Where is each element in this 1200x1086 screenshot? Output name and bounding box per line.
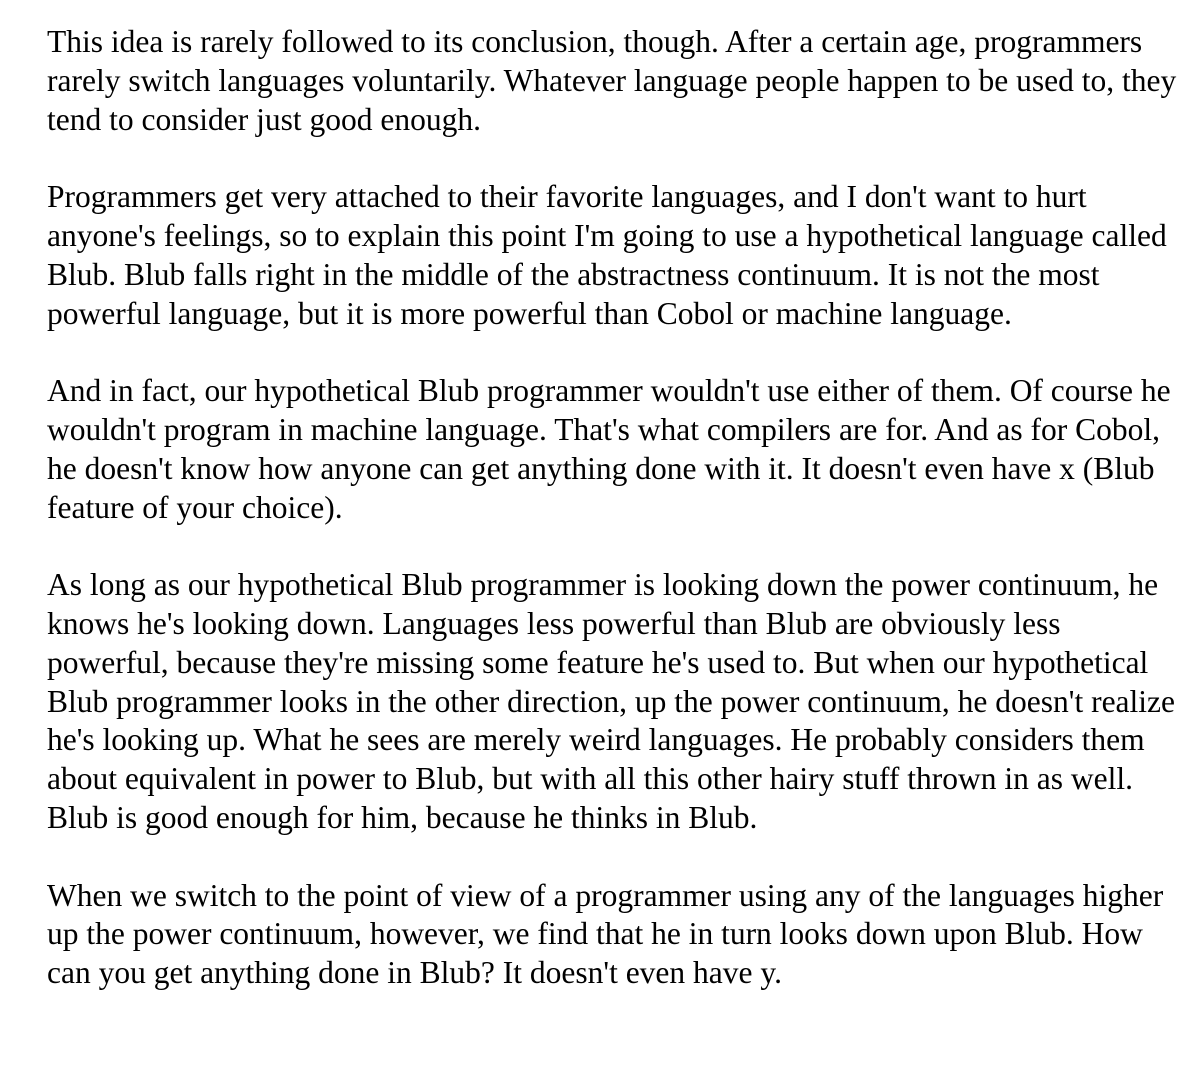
paragraph-cobol-machine-language: And in fact, our hypothetical Blub programmer wouldn't use either of them. Of course he wouldn't program in machine language. That's what compilers are for. And as for Cobol, he doesn't know how anyone can get anything done with it. It doesn't even have x (Blub feature of your choice). (47, 373, 1171, 525)
paragraph-conclusion: This idea is rarely followed to its conclusion, though. After a certain age, programmers rarely switch languages voluntarily. Whatever language people happen to be used to, they tend to consider just good enough. (47, 24, 1177, 137)
paragraph-blub-introduction: Programmers get very attached to their favorite languages, and I don't want to hurt anyone's feelings, so to explain this point I'm going to use a hypothetical language called Blub. Blub falls right in the middle of the abstractness continuum. It is not the most powerful language, but it is more powerful than Cobol or machine language. (47, 179, 1167, 331)
paragraph-higher-languages: When we switch to the point of view of a programmer using any of the languages higher up the power continuum, however, we find that he in turn looks down upon Blub. How can you get anything done in Blub? It doesn't even have y. (47, 877, 1164, 991)
paragraph-looking-down-up: As long as our hypothetical Blub programmer is looking down the power continuum, he knows he's looking down. Languages less powerful than Blub are obviously less powerful, because they're missing some feature he's used to. But when our hypothetical Blub programmer looks in the other direction, up the power continuum, he doesn't realize he's looking up. What he sees are merely weird languages. He probably considers them about equivalent in power to Blub, but with all this other hairy stuff thrown in as well. Blub is good enough for him, because he thinks in Blub. (47, 567, 1176, 835)
